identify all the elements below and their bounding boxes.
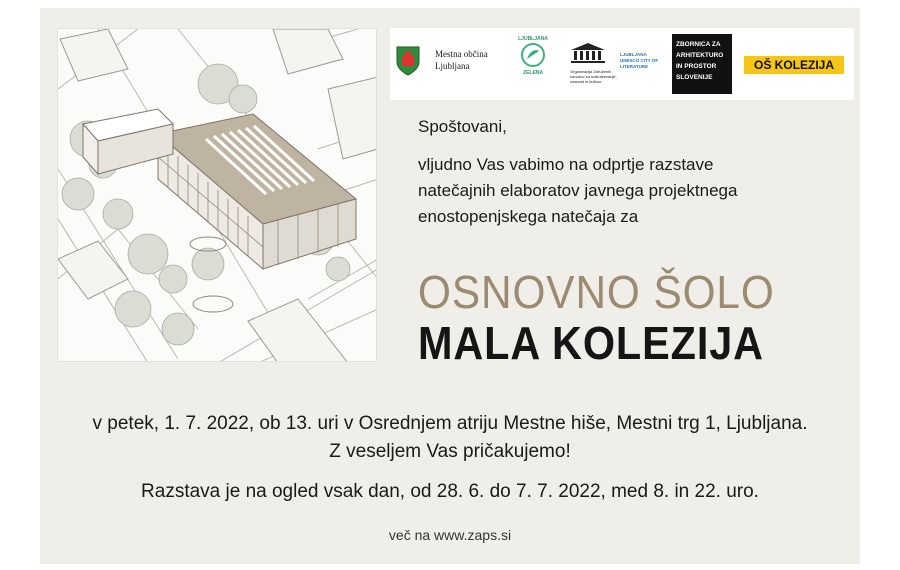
zaps-line2: ARHITEKTURO (676, 52, 724, 59)
invitation-line: natečajnih elaboratov javnega projektnega (418, 181, 738, 200)
green-capital-line2: ZELENA (523, 70, 543, 76)
invitation-line: enostopenjskega natečaja za (418, 207, 639, 226)
unesco-caption: Organizacija Združenih narodov za izobraževanje, znanost in kulturo (570, 69, 617, 84)
exhibition-hours: Razstava je na ogled vsak dan, od 28. 6. do 7. 7. 2022, med 8. in 22. uro. (141, 481, 759, 502)
zaps-line1: ZBORNICA ZA (676, 41, 721, 48)
title-osnovno-solo: OSNOVNO ŠOLO (418, 266, 775, 318)
invitation-text (418, 152, 858, 230)
event-details: v petek, 1. 7. 2022, ob 13. uri v Osrednjem atriju Mestne hiše, Mestni trg 1, Ljubljana. (92, 413, 808, 434)
more-info-link[interactable]: več na www.zaps.si (388, 527, 512, 543)
zaps-logo (672, 34, 732, 94)
city-of-literature-caption: LJUBLJANA UNESCO CITY OF LITERATURE (620, 52, 659, 69)
title-mala-kolezija: MALA KOLEZIJA (418, 317, 764, 369)
invitation-line: vljudno Vas vabimo na odprtje razstave (418, 155, 714, 174)
green-capital-leaf-icon (520, 42, 546, 68)
school-axonometric-illustration (57, 28, 377, 362)
ljubljana-coat-of-arms-icon (396, 46, 420, 81)
os-kolezija-badge: OŠ KOLEZIJA (744, 56, 844, 74)
zaps-line3: IN PROSTOR (676, 63, 717, 70)
greeting: Spoštovani, (418, 117, 507, 136)
zaps-line4: SLOVENIJE (676, 74, 713, 81)
mol-name-line1: Mestna občina (435, 49, 488, 59)
unesco-temple-icon (570, 42, 606, 64)
green-capital-line1: LJUBLJANA (518, 36, 548, 42)
axonometric-drawing (58, 29, 377, 362)
partner-logos-strip (390, 28, 854, 100)
welcome-line: Z veseljem Vas pričakujemo! (329, 441, 571, 462)
mol-name-line2: Ljubljana (435, 61, 470, 71)
